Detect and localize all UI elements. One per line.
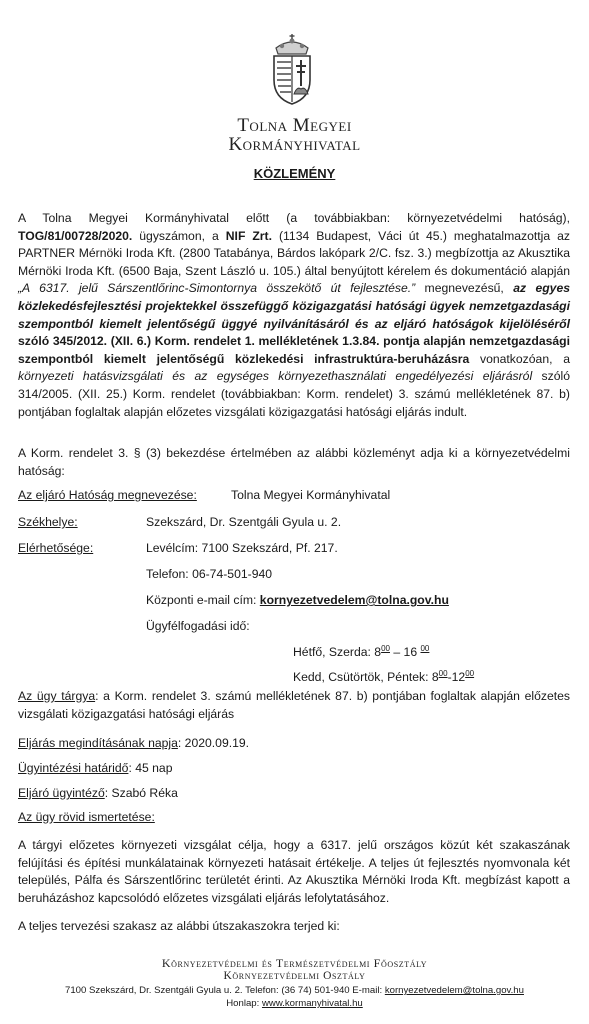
summary-label: Az ügy rövid ismertetése: (18, 810, 155, 824)
seat-value: Szekszárd, Dr. Szentgáli Gyula u. 2. (146, 515, 342, 529)
mail-address: Levélcím: 7100 Szekszárd, Pf. 217. (146, 541, 338, 555)
org-name-line1: Tolna Megyei (237, 115, 352, 136)
hours-label: Ügyfélfogadási idő: (146, 619, 250, 633)
notice-paragraph: A Korm. rendelet 3. § (3) bekezdése értelmében az alábbi közleményt adja ki a környezetvédelmi hatóság: (18, 446, 570, 478)
deadline: Ügyintézési határidő: 45 nap (18, 761, 173, 775)
email-link[interactable]: kornyezetvedelem@tolna.gov.hu (259, 593, 449, 607)
section-intro: A teljes tervezési szakasz az alábbi útszakaszokra terjed ki: (18, 919, 340, 933)
footer-email-link[interactable]: kornyezetvedelem@tolna.gov.hu (384, 985, 524, 996)
start-date: Eljárás megindításának napja: 2020.09.19. (18, 736, 250, 750)
case-subject: Az ügy tárgya: a Korm. rendelet 3. számú mellékletének 87. b) pontjában foglaltak alapján előzetes vizsgálati közigazgatási hatósági eljárás (18, 689, 570, 721)
hours-tue-fri: Kedd, Csütörtök, Péntek: $8^{00}-12^{00}$ (293, 669, 475, 685)
summary-paragraph: A tárgyi előzetes környezeti vizsgálat célja, hogy a 6317. jelű országos közút két szakaszának felújítási és építési munkálatainak környezeti hatásait értékelje. A teljes út fejlesztés nyomvonala két település, Pálfa és Sárszentlőrinc területét érinti. Az Akusztika Mérnöki Iroda Kft. megbízást kapott a beruházáshoz kapcsolódó előzetes vizsgálati eljárás lefolytatásához. (18, 838, 570, 905)
intro-paragraph: A Tolna Megyei Kormányhivatal előtt (a továbbiakban: környezetvédelmi hatóság), TOG/81/00728/2020. ügyszámon, a NIF Zrt. (1134 Budapest, Váci út 45.) meghatalmazottja az PARTNER Mérnöki Iroda Kft. (2800 Tatabánya, Bárdos lakópark 2/C. fsz. 3.) megbízottja az Akusztika Mérnöki Iroda Kft. (6500 Baja, Szent László u. 105.) által benyújtott kérelem és dokumentáció alapján „A 6317. jelű Sárszentlőrinc-Simontornya összekötő út fejlesztése.” megnevezésű, az egyes közlekedésfejlesztési projektekkel összefüggő közigazgatási hatósági ügyek nemzetgazdasági szempontból kiemelt jelentőségű üggyé nyilvánításáról és az eljáró hatóságok kijelöléséről szóló 345/2012. (XII. 6.) Korm. rendelet 1. mellékletének 1.3.84. pontja alapján nemzetgazdasági szempontból kiemelt jelentőségű közlekedési infrastruktúra-beruházásra vonatkozóan, a környezeti hatásvizsgálati és az egységes környezethasználati engedélyezési eljárásról szóló 314/2005. (XII. 25.) Korm. rendelet (továbbiakban: Korm. rendelet) 3. számú mellékletének 87. b) pontjában foglaltak alapján előzetes vizsgálati közigazgatási hatósági eljárás indult. (18, 211, 571, 419)
authority-label: Az eljáró Hatóság megnevezése: (18, 488, 197, 502)
contact-label: Elérhetősége: (18, 541, 94, 555)
document-title: KÖZLEMÉNY (253, 166, 336, 181)
email-row: Központi e-mail cím: kornyezetvedelem@tolna.gov.hu (146, 593, 449, 607)
hours-mon-wed: Hétfő, Szerda: $8^{00} - 16$ $^{00}$ (293, 644, 430, 660)
case-number: TOG/81/00728/2020. (18, 228, 133, 243)
project-name: „A 6317. jelű Sárszentlőrinc-Simontornya összekötő út fejlesztése.” (18, 281, 416, 296)
phone-number: Telefon: 06-74-501-940 (146, 567, 273, 581)
org-name-line2: Kormányhivatal (228, 134, 361, 155)
authority-value: Tolna Megyei Kormányhivatal (231, 488, 391, 502)
footer-department: Környezetvédelmi és Természetvédelmi Főosztály (161, 956, 428, 970)
footer-address: 7100 Szekszárd, Dr. Szentgáli Gyula u. 2. Telefon: (36 74) 501-940 E-mail: kornyezetvedelem@tolna.gov.hu (65, 985, 524, 996)
footer-office: Környezetvédelmi Osztály (223, 970, 366, 982)
hungarian-coat-of-arms-icon (266, 34, 318, 106)
seat-label: Székhelye: (18, 515, 78, 529)
footer-web: Honlap: www.kormanyhivatal.hu (226, 998, 363, 1009)
footer-website-link[interactable]: www.kormanyhivatal.hu (261, 998, 363, 1009)
case-officer: Eljáró ügyintéző: Szabó Réka (18, 786, 178, 800)
